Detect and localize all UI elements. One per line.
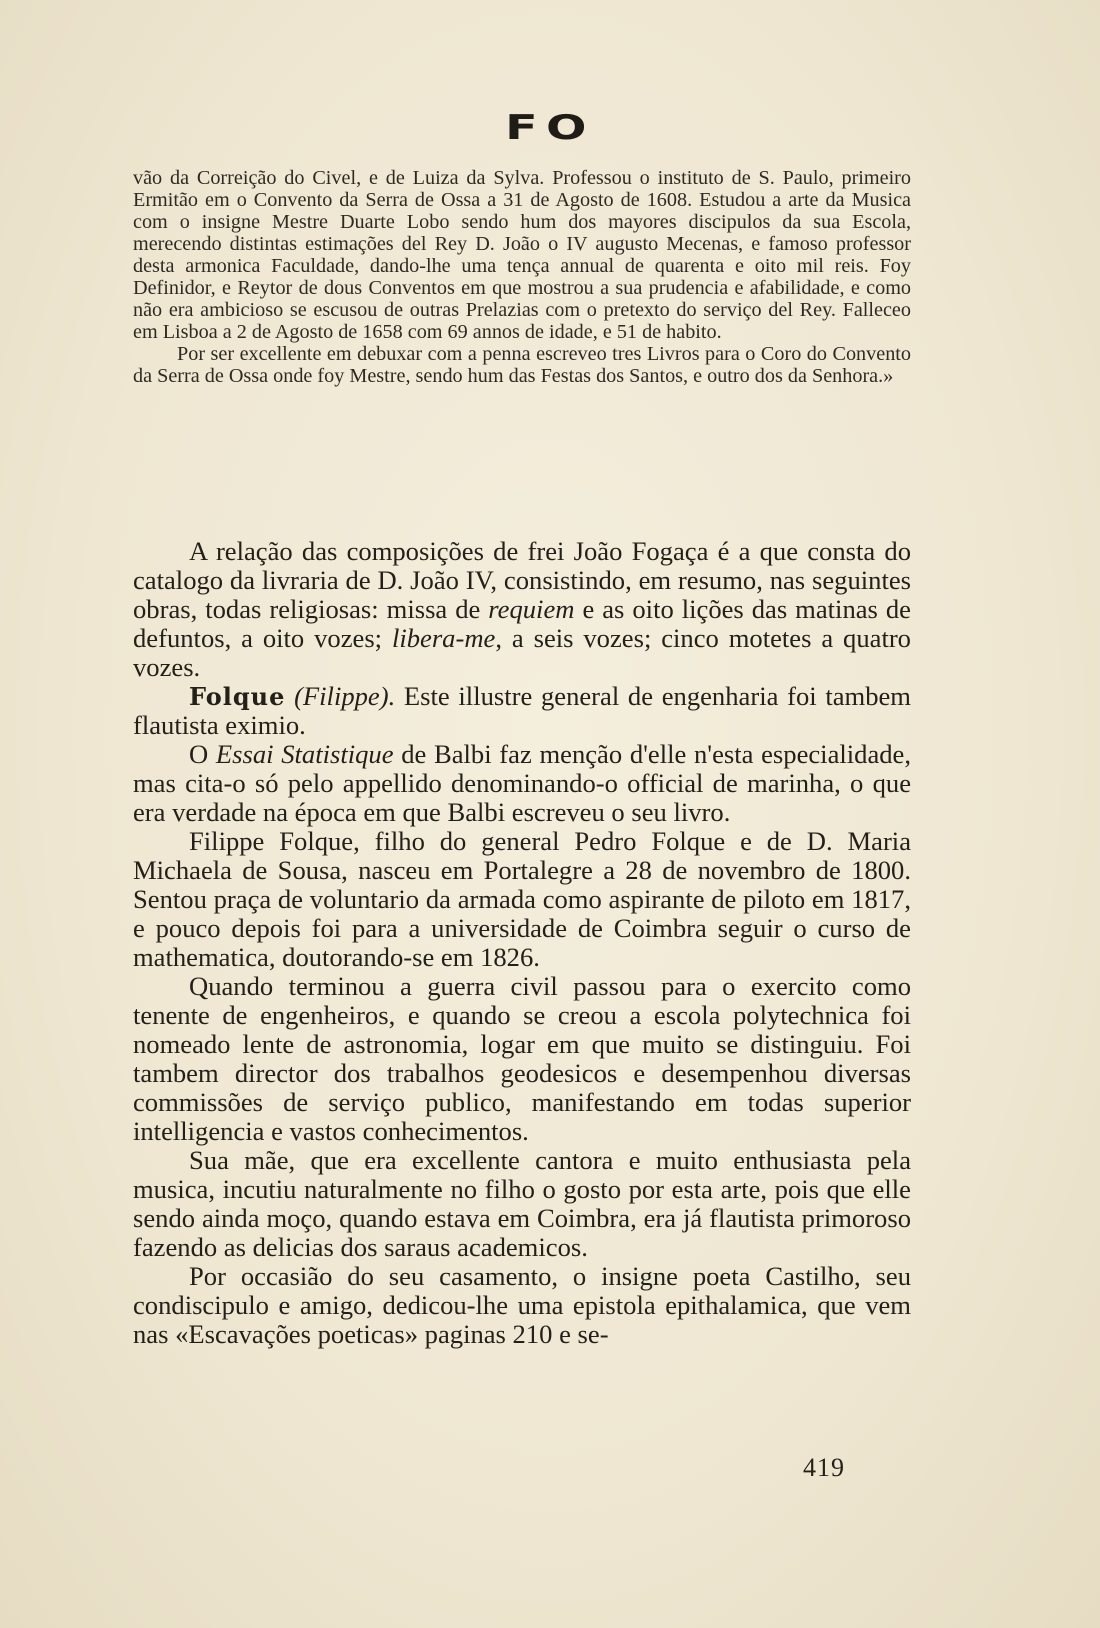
entry-heading: Folque xyxy=(189,682,286,711)
paragraph-castilho: Por occasião do seu casamento, o insigne poeta Castilho, seu condiscipulo e amigo, dedicou-lhe uma epistola epithalamica, que vem nas «Escavações poeticas» paginas 210 e se- xyxy=(133,1261,911,1349)
italic-title: Essai Statistique xyxy=(215,739,394,769)
quote-paragraph: Por ser excellente em debuxar com a penna escreveo tres Livros para o Coro do Convento da Serra de Ossa onde foy Mestre, sendo hum das Festas dos Santos, e outro dos da Senhora.» xyxy=(133,343,911,387)
entry-name: (Filippe). xyxy=(294,681,396,711)
paragraph-career: Quando terminou a guerra civil passou para o exercito como tenente de engenheiros, e quando se creou a escola polytechnica foi nomeado lente de astronomia, logar em que muito se distinguiu. Foi tambem director dos trabalhos geodesicos e desempenhou diversas commissões de serviço publico, manifestando em todas superior intelligencia e vastos conhecimentos. xyxy=(133,971,911,1146)
text-run: de Balbi faz menção d'elle n'esta especialidade, mas cita-o só pelo appellido denominando-o official de marinha, o que era verdade na época em que Balbi escreveu o seu livro. xyxy=(133,739,911,827)
text-run: O xyxy=(189,739,216,769)
text-run: A relação das composições de frei João Fogaça é a que consta do catalogo da livraria de D. João IV, consistindo, em resumo, nas seguintes obras, todas religiosas: missa de xyxy=(133,536,911,624)
paragraph-biography: Filippe Folque, filho do general Pedro Folque e de D. Maria Michaela de Sousa, nasceu em Portalegre a 28 de novembro de 1800. Sentou praça de voluntario da armada como aspirante de piloto em 1817, e pouco depois foi para a universidade de Coimbra seguir o curso de mathematica, doutorando-se em 1826. xyxy=(133,826,911,972)
main-text xyxy=(133,537,911,1349)
italic-term: libera-me xyxy=(391,623,496,653)
paragraph-mother: Sua mãe, que era excellente cantora e muito enthusiasta pela musica, incutiu naturalmente no filho o gosto por esta arte, pois que elle sendo ainda moço, quando estava em Coimbra, era já flautista primoroso fazendo as delicias dos saraus academicos. xyxy=(133,1145,911,1262)
text-run: e as oito lições das matinas de defuntos, a oito vozes; xyxy=(133,594,911,653)
paragraph-folque-entry xyxy=(133,682,911,740)
italic-term: requiem xyxy=(488,594,575,624)
running-header: FO xyxy=(505,108,595,148)
paragraph-fogaca-compositions xyxy=(133,537,911,682)
page-number: 419 xyxy=(803,1453,845,1482)
text-run: , a seis vozes; cinco motetes a quatro vozes. xyxy=(133,623,911,682)
text-run: Este illustre general de engenharia foi tambem flautista eximio. xyxy=(133,681,911,740)
quoted-passage xyxy=(133,167,911,387)
quote-paragraph: vão da Correição do Civel, e de Luiza da Sylva. Professou o instituto de S. Paulo, primeiro Ermitão em o Convento da Serra de Ossa a 31 de Agosto de 1608. Estudou a arte da Musica com o insigne Mestre Duarte Lobo sendo hum dos mayores discipulos da sua Escola, merecendo distintas estimações del Rey D. João o IV augusto Mecenas, e famoso professor desta armonica Faculdade, dando-lhe uma tença annual de quarenta e oito mil reis. Foy Definidor, e Reytor de dous Conventos em que mostrou a sua prudencia e afabilidade, e como não era ambicioso se escusou de outras Prelazias com o pretexto do serviço del Rey. Falleceo em Lisboa a 2 de Agosto de 1658 com 69 annos de idade, e 51 de habito. xyxy=(133,167,911,343)
paragraph-balbi xyxy=(133,740,911,827)
